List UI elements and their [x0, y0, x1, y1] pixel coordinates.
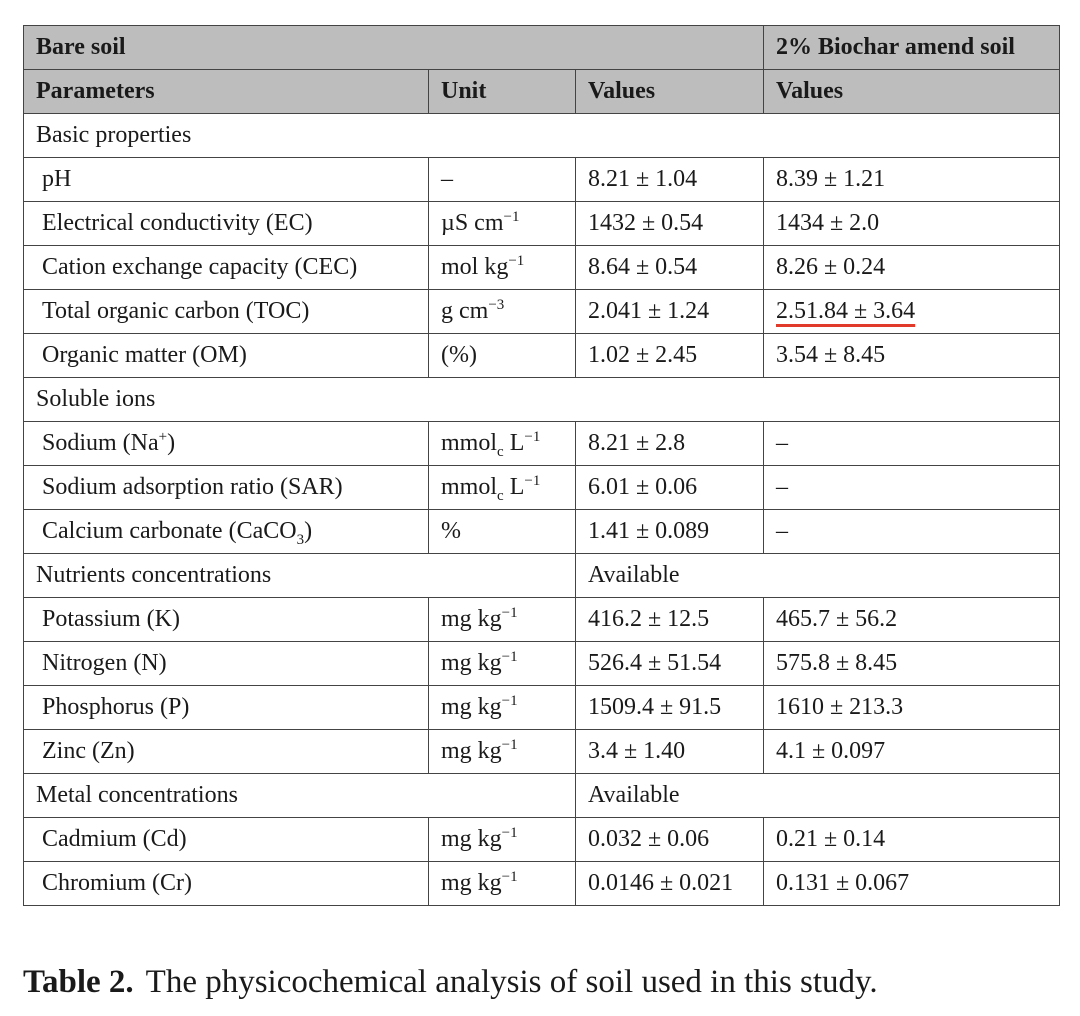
table-row: [24, 818, 1060, 862]
section-row-soluble: [24, 378, 1060, 422]
bare-value-cell: 1509.4 ± 91.5: [576, 686, 764, 730]
table-row: [24, 158, 1060, 202]
unit-cell: mg $kg^{-1}$: [429, 862, 576, 906]
unit-cell: %: [429, 510, 576, 554]
param-cell: Cadmium (Cd): [24, 818, 429, 862]
section-soluble-ions: Soluble ions: [24, 378, 1060, 422]
param-cell: Calcium carbonate (CaCO$_3$): [24, 510, 429, 554]
param-cell: Sodium (Na+): [24, 422, 429, 466]
table-row: [24, 730, 1060, 774]
bare-value-cell: 526.4 ± 51.54: [576, 642, 764, 686]
unit-cell: mg $kg^{-1}$: [429, 642, 576, 686]
bare-value-cell: 416.2 ± 12.5: [576, 598, 764, 642]
unit-cell: (%): [429, 334, 576, 378]
param-cell: Sodium adsorption ratio (SAR): [24, 466, 429, 510]
biochar-value-cell: 8.26 ± 0.24: [764, 246, 1060, 290]
table-row: [24, 510, 1060, 554]
param-cell: Organic matter (OM): [24, 334, 429, 378]
biochar-value-cell: 3.54 ± 8.45: [764, 334, 1060, 378]
unit-cell: µS $cm^{-1}$: [429, 202, 576, 246]
bare-value-cell: 1.41 ± 0.089: [576, 510, 764, 554]
param-cell: Potassium (K): [24, 598, 429, 642]
biochar-value-cell: [764, 290, 1060, 334]
header-parameters: Parameters: [24, 70, 429, 114]
biochar-value-cell: 1434 ± 2.0: [764, 202, 1060, 246]
header-biochar-soil: 2% Biochar amend soil: [764, 26, 1060, 70]
table-row: [24, 686, 1060, 730]
biochar-value-cell: –: [764, 422, 1060, 466]
caption-text: The physicochemical analysis of soil used in this study.: [145, 964, 878, 1000]
bare-value-cell: 2.041 ± 1.24: [576, 290, 764, 334]
table-row: [24, 202, 1060, 246]
biochar-value-cell: 0.21 ± 0.14: [764, 818, 1060, 862]
unit-cell: mmol$_c$ $L^{-1}$: [429, 422, 576, 466]
section-metals: Metal concentrations: [24, 774, 576, 818]
biochar-value-cell: –: [764, 466, 1060, 510]
bare-value-cell: 1.02 ± 2.45: [576, 334, 764, 378]
bare-value-cell: 1432 ± 0.54: [576, 202, 764, 246]
table-caption: [23, 964, 878, 1001]
header-values-biochar: Values: [764, 70, 1060, 114]
table-row: [24, 422, 1060, 466]
param-cell: Total organic carbon (TOC): [24, 290, 429, 334]
unit-cell: mg $kg^{-1}$: [429, 730, 576, 774]
biochar-value-cell: –: [764, 510, 1060, 554]
param-cell: Phosphorus (P): [24, 686, 429, 730]
unit-cell: g $cm^{-3}$: [429, 290, 576, 334]
header-values-bare: Values: [576, 70, 764, 114]
header-unit: Unit: [429, 70, 576, 114]
param-cell: Electrical conductivity (EC): [24, 202, 429, 246]
table-row: [24, 334, 1060, 378]
unit-cell: mg $kg^{-1}$: [429, 686, 576, 730]
header-bare-soil: Bare soil: [24, 26, 764, 70]
section-row-basic: [24, 114, 1060, 158]
table-row: [24, 466, 1060, 510]
unit-cell: mg $kg^{-1}$: [429, 818, 576, 862]
biochar-value-cell: 1610 ± 213.3: [764, 686, 1060, 730]
param-cell: Chromium (Cr): [24, 862, 429, 906]
bare-value-cell: 3.4 ± 1.40: [576, 730, 764, 774]
section-row-metals: [24, 774, 1060, 818]
biochar-value-cell: 8.39 ± 1.21: [764, 158, 1060, 202]
unit-cell: mol $kg^{-1}$: [429, 246, 576, 290]
biochar-value-cell: 575.8 ± 8.45: [764, 642, 1060, 686]
table-row: [24, 862, 1060, 906]
caption-label: Table 2.: [23, 964, 134, 1000]
bare-value-cell: 0.032 ± 0.06: [576, 818, 764, 862]
bare-value-cell: 6.01 ± 0.06: [576, 466, 764, 510]
bare-value-cell: 8.21 ± 1.04: [576, 158, 764, 202]
table-header-row-2: [24, 70, 1060, 114]
soil-table-container: [23, 25, 1059, 906]
table-row: [24, 290, 1060, 334]
param-cell: Cation exchange capacity (CEC): [24, 246, 429, 290]
table-row: [24, 598, 1060, 642]
highlighted-value: 2.51.84 ± 3.64: [776, 298, 916, 324]
param-cell: pH: [24, 158, 429, 202]
unit-cell: mmol$_c$ $L^{-1}$: [429, 466, 576, 510]
bare-value-cell: 8.64 ± 0.54: [576, 246, 764, 290]
unit-cell: –: [429, 158, 576, 202]
param-cell: Nitrogen (N): [24, 642, 429, 686]
section-nutrients: Nutrients concentrations: [24, 554, 576, 598]
section-metals-available: Available: [576, 774, 1060, 818]
biochar-value-cell: 465.7 ± 56.2: [764, 598, 1060, 642]
soil-analysis-table: [23, 25, 1060, 906]
biochar-value-cell: 0.131 ± 0.067: [764, 862, 1060, 906]
biochar-value-cell: 4.1 ± 0.097: [764, 730, 1060, 774]
table-row: [24, 642, 1060, 686]
table-row: [24, 246, 1060, 290]
bare-value-cell: 8.21 ± 2.8: [576, 422, 764, 466]
table-header-row-1: [24, 26, 1060, 70]
param-cell: Zinc (Zn): [24, 730, 429, 774]
section-nutrients-available: Available: [576, 554, 1060, 598]
section-row-nutrients: [24, 554, 1060, 598]
section-basic-properties: Basic properties: [24, 114, 1060, 158]
unit-cell: mg $kg^{-1}$: [429, 598, 576, 642]
bare-value-cell: 0.0146 ± 0.021: [576, 862, 764, 906]
